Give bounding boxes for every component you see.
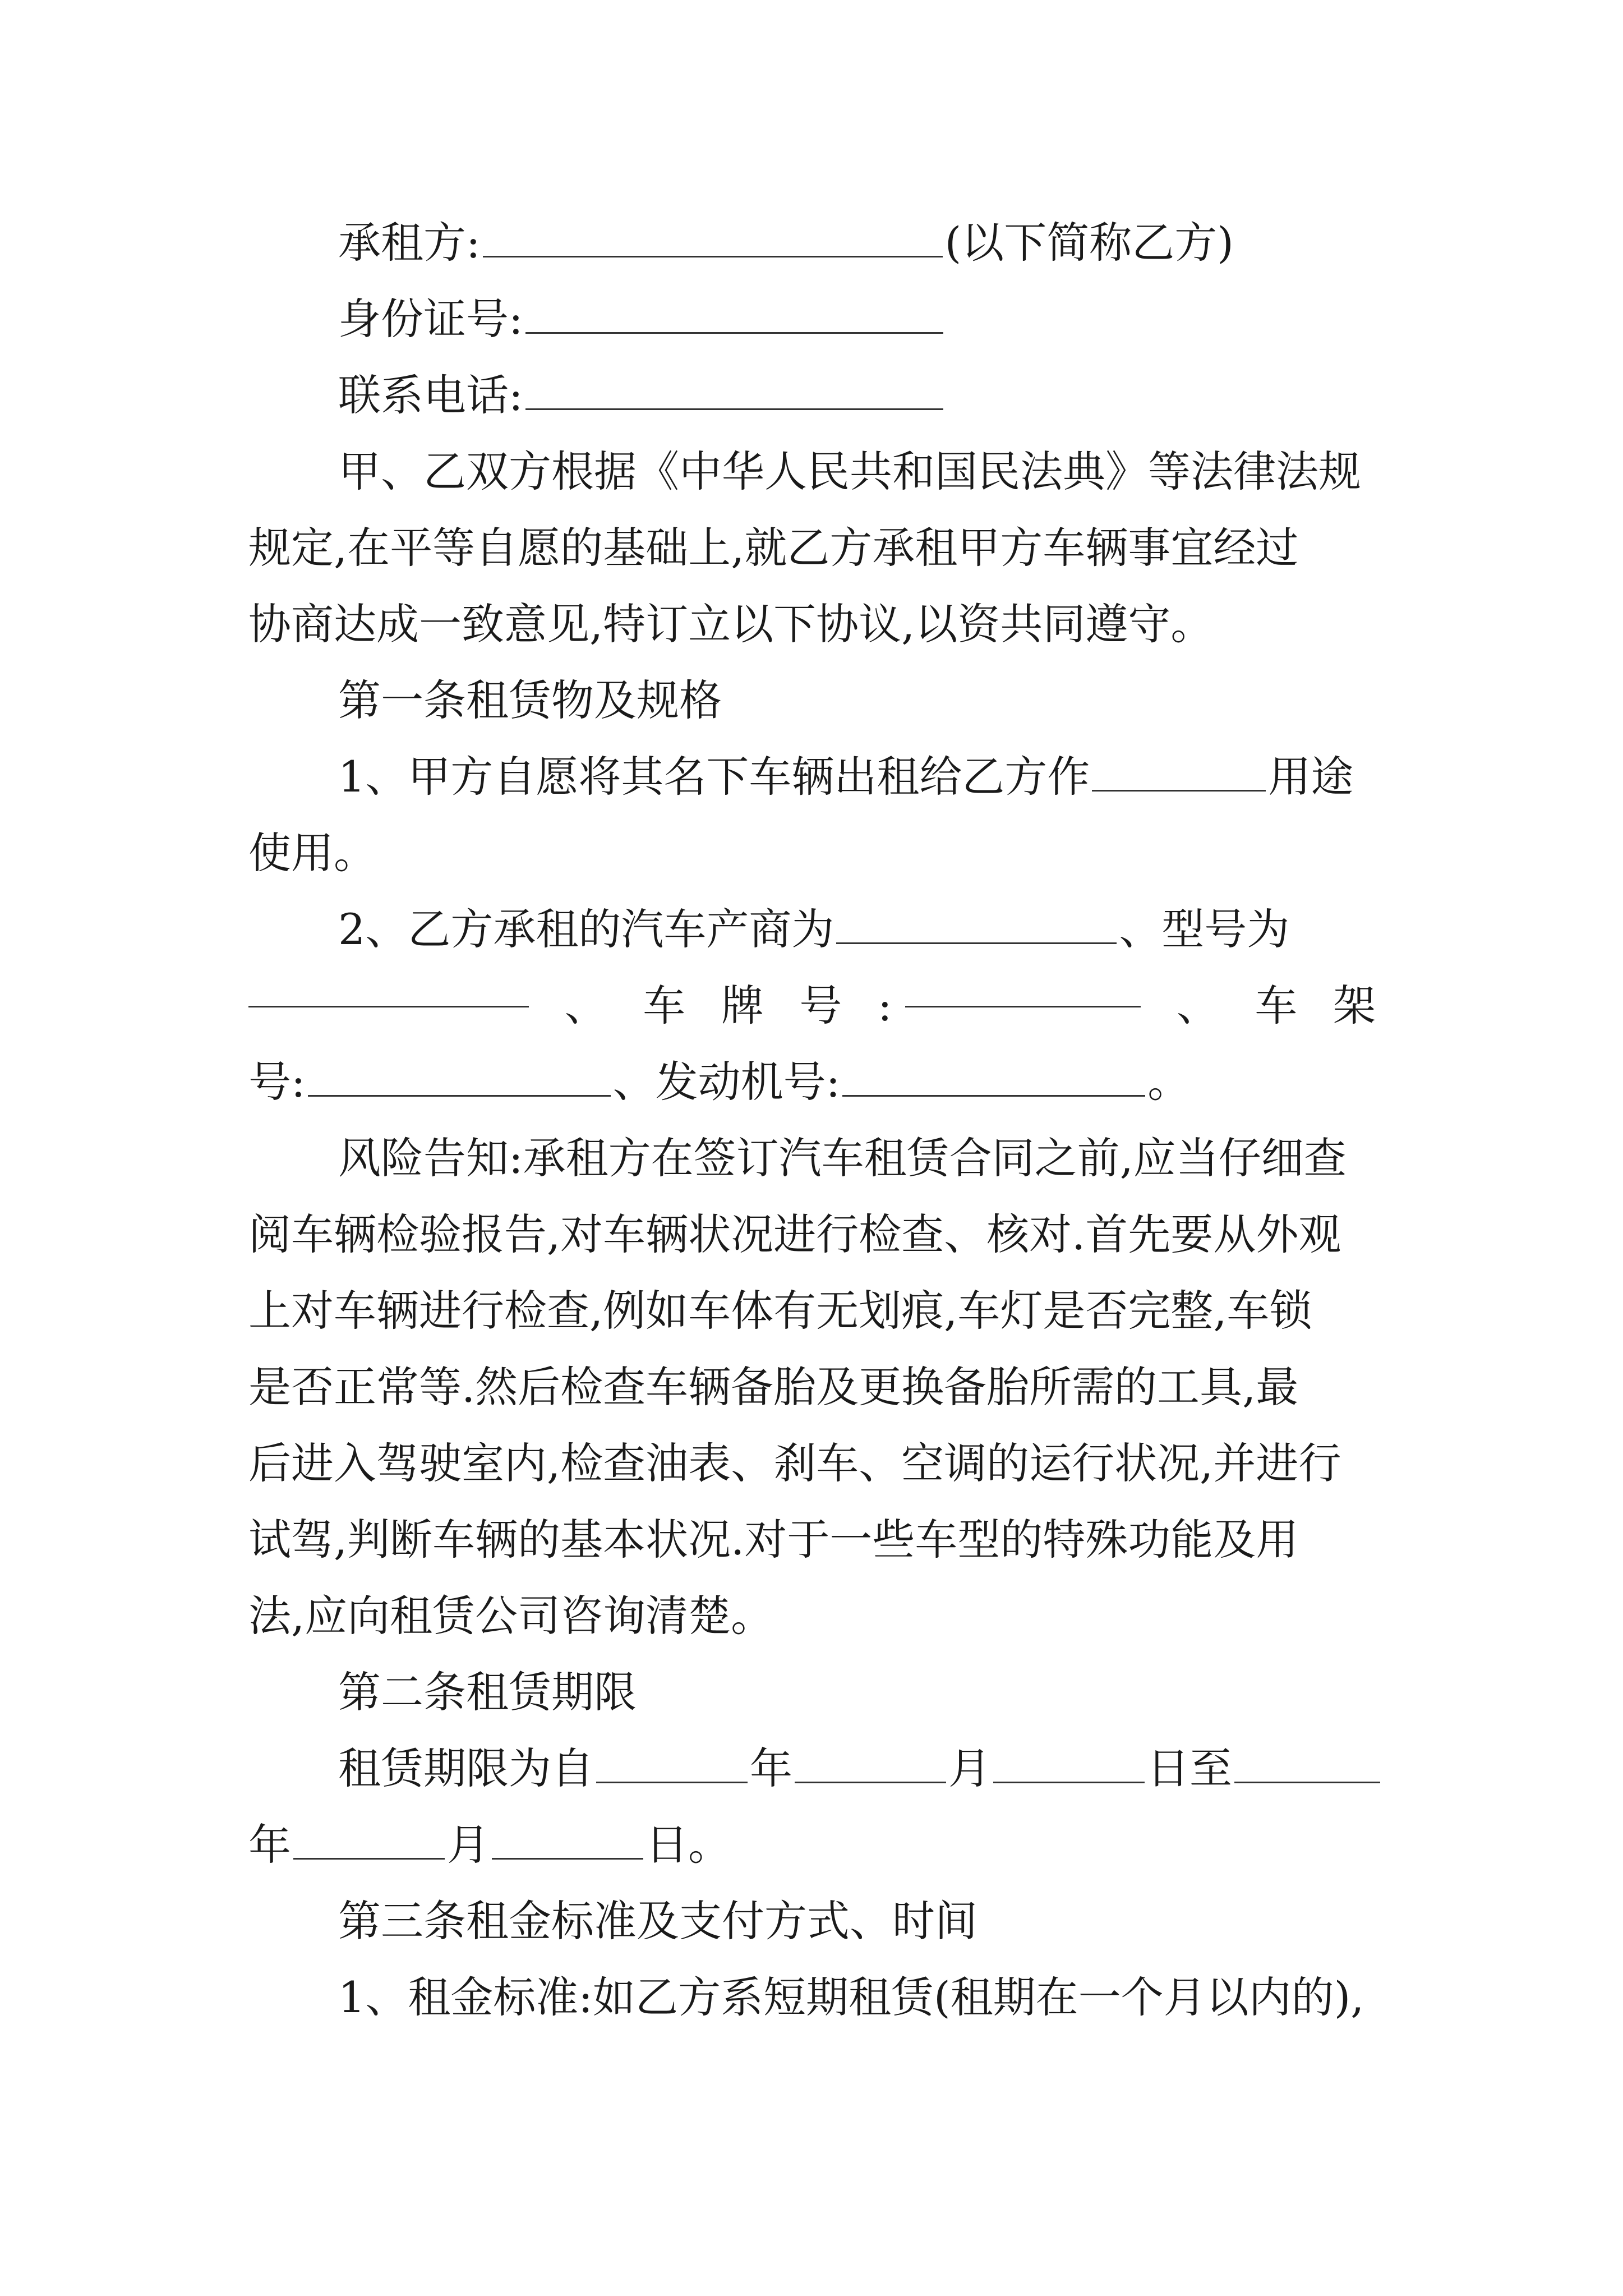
paragraph-line: 使用。 bbox=[248, 828, 376, 878]
start-day-blank[interactable] bbox=[993, 1743, 1145, 1783]
paragraph-line: 风险告知:承租方在签订汽车租赁合同之前,应当仔细查 bbox=[338, 1133, 1347, 1183]
paragraph-line: 规定,在平等自愿的基础上,就乙方承租甲方车辆事宜经过 bbox=[248, 523, 1299, 573]
clause-text: 年 bbox=[750, 1743, 792, 1793]
engine-number-blank[interactable] bbox=[842, 1057, 1145, 1097]
clause-text: 2、乙方承租的汽车产商为 bbox=[338, 904, 834, 954]
clause-text: 年 bbox=[248, 1820, 291, 1870]
phone-blank[interactable] bbox=[525, 370, 943, 410]
clause-text: 车 bbox=[1255, 981, 1298, 1030]
clause-text: 日。 bbox=[645, 1820, 731, 1870]
lessee-blank[interactable] bbox=[483, 218, 943, 257]
end-month-blank[interactable] bbox=[293, 1820, 445, 1860]
clause-text: 日至 bbox=[1147, 1743, 1232, 1793]
vin-engine-line bbox=[248, 1044, 1376, 1120]
clause-1-1-line bbox=[338, 739, 1376, 815]
model-blank[interactable] bbox=[248, 968, 529, 1007]
article-1-heading: 第一条租赁物及规格 bbox=[338, 675, 722, 725]
clause-text: 用途 bbox=[1268, 752, 1354, 802]
id-number-label: 身份证号: bbox=[338, 294, 523, 344]
lessee-label: 承租方: bbox=[338, 218, 481, 268]
clause-text: 1、甲方自愿将其名下车辆出租给乙方作 bbox=[338, 752, 1090, 802]
lease-period-end-line bbox=[248, 1807, 1376, 1883]
id-number-line bbox=[338, 281, 1376, 357]
clause-text: 、 bbox=[1176, 981, 1219, 1030]
paragraph-line: 协商达成一致意见,特订立以下协议,以资共同遵守。 bbox=[248, 599, 1214, 649]
clause-text: 架 bbox=[1332, 981, 1376, 1030]
end-year-blank[interactable] bbox=[1234, 1743, 1380, 1783]
start-year-blank[interactable] bbox=[596, 1743, 748, 1783]
clause-text: 、型号为 bbox=[1119, 904, 1290, 954]
manufacturer-blank[interactable] bbox=[836, 904, 1117, 944]
clause-text: 。 bbox=[1147, 1057, 1191, 1107]
paragraph-line: 阅车辆检验报告,对车辆状况进行检查、核对.首先要从外观 bbox=[248, 1209, 1341, 1259]
paragraph-line: 后进入驾驶室内,检查油表、刹车、空调的运行状况,并进行 bbox=[248, 1438, 1341, 1488]
clause-text: : bbox=[877, 981, 892, 1030]
paragraph-line: 是否正常等.然后检查车辆备胎及更换备胎所需的工具,最 bbox=[248, 1362, 1299, 1412]
clause-text: 牌 bbox=[721, 981, 764, 1030]
clause-text: 、 bbox=[564, 981, 607, 1030]
paragraph-line: 法,应向租赁公司咨询清楚。 bbox=[248, 1591, 774, 1641]
paragraph-line: 甲、乙双方根据《中华人民共和国民法典》等法律法规 bbox=[338, 447, 1361, 496]
start-month-blank[interactable] bbox=[795, 1743, 946, 1783]
lessee-line bbox=[338, 205, 1376, 281]
clause-text: 、发动机号: bbox=[612, 1057, 841, 1107]
clause-text: 号 bbox=[799, 981, 842, 1030]
paragraph-line: 1、租金标准:如乙方系短期租赁(租期在一个月以内的), bbox=[338, 1972, 1364, 2022]
phone-label: 联系电话: bbox=[338, 370, 523, 420]
clause-text: 车 bbox=[643, 981, 686, 1030]
usage-blank[interactable] bbox=[1092, 752, 1266, 792]
vin-blank[interactable] bbox=[308, 1057, 611, 1097]
clause-text: 号: bbox=[248, 1057, 306, 1107]
id-number-blank[interactable] bbox=[525, 294, 943, 334]
phone-line bbox=[338, 357, 1376, 434]
paragraph-line: 上对车辆进行检查,例如车体有无划痕,车灯是否完整,车锁 bbox=[248, 1286, 1312, 1336]
end-day-blank[interactable] bbox=[492, 1820, 643, 1860]
lessee-suffix: (以下简称乙方) bbox=[944, 218, 1234, 268]
plate-line bbox=[248, 968, 1376, 1044]
lease-period-line bbox=[338, 1731, 1376, 1807]
clause-text: 月 bbox=[948, 1743, 991, 1793]
paragraph-line: 试驾,判断车辆的基本状况.对于一些车型的特殊功能及用 bbox=[248, 1515, 1299, 1565]
clause-1-2-line bbox=[338, 891, 1376, 968]
article-3-heading: 第三条租金标准及支付方式、时间 bbox=[338, 1896, 978, 1946]
clause-text: 租赁期限为自 bbox=[338, 1743, 594, 1793]
article-2-heading: 第二条租赁期限 bbox=[338, 1667, 637, 1717]
clause-text: 月 bbox=[447, 1820, 490, 1870]
plate-blank[interactable] bbox=[905, 968, 1141, 1007]
